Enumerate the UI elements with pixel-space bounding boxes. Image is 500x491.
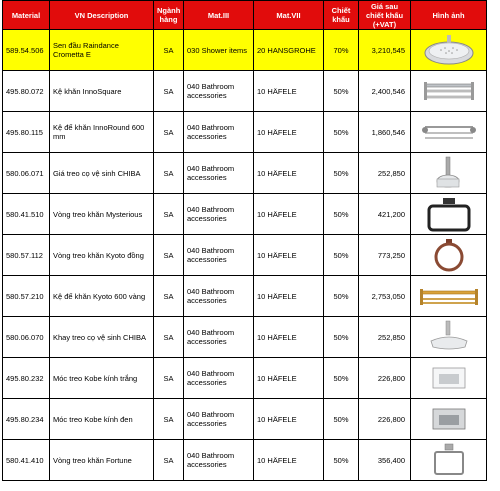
gold-towel-shelf-icon [411, 281, 486, 311]
image-cell [411, 235, 487, 276]
column-header: Ngành hàng [154, 1, 184, 30]
discount-cell: 50% [324, 153, 359, 194]
material-cell: 580.06.071 [3, 153, 50, 194]
white-glass-hook-icon [411, 362, 486, 394]
column-header: Mat.VII [254, 1, 324, 30]
mat3-cell: 040 Bathroom accessories [184, 112, 254, 153]
table-row [3, 440, 487, 481]
shower-head-icon [411, 33, 486, 67]
mat3-cell: 040 Bathroom accessories [184, 153, 254, 194]
round-towel-shelf-icon [411, 117, 486, 147]
towel-shelf-icon [411, 76, 486, 106]
mat7-cell: 10 HÄFELE [254, 440, 324, 481]
image-cell [411, 112, 487, 153]
image-cell [411, 30, 487, 71]
table-row [3, 153, 487, 194]
mat3-cell: 040 Bathroom accessories [184, 276, 254, 317]
material-cell: 589.54.506 [3, 30, 50, 71]
table-row [3, 399, 487, 440]
table-row [3, 30, 487, 71]
column-header: Hình ảnh [411, 1, 487, 30]
discount-cell: 70% [324, 30, 359, 71]
category-cell: SA [154, 112, 184, 153]
column-header: VN Description [50, 1, 154, 30]
price-cell: 2,753,050 [359, 276, 411, 317]
description-cell: Sen đầu Raindance Crometta E [50, 30, 154, 71]
mat7-cell: 10 HÄFELE [254, 112, 324, 153]
image-cell [411, 194, 487, 235]
category-cell: SA [154, 440, 184, 481]
image-cell [411, 399, 487, 440]
discount-cell: 50% [324, 358, 359, 399]
mat7-cell: 10 HÄFELE [254, 317, 324, 358]
fortune-towel-ring-icon [411, 442, 486, 478]
image-cell [411, 276, 487, 317]
column-header: Mat.III [184, 1, 254, 30]
description-cell: Kệ để khăn Kyoto 600 vàng [50, 276, 154, 317]
category-cell: SA [154, 399, 184, 440]
price-cell: 773,250 [359, 235, 411, 276]
mat3-cell: 040 Bathroom accessories [184, 194, 254, 235]
description-cell: Vòng treo khăn Fortune [50, 440, 154, 481]
table-row [3, 276, 487, 317]
price-cell: 252,850 [359, 153, 411, 194]
material-cell: 495.80.072 [3, 71, 50, 112]
material-cell: 495.80.115 [3, 112, 50, 153]
category-cell: SA [154, 235, 184, 276]
price-cell: 226,800 [359, 399, 411, 440]
mat7-cell: 10 HÄFELE [254, 399, 324, 440]
description-cell: Móc treo Kobe kính đen [50, 399, 154, 440]
price-cell: 226,800 [359, 358, 411, 399]
product-table [2, 0, 487, 481]
material-cell: 580.41.410 [3, 440, 50, 481]
category-cell: SA [154, 71, 184, 112]
description-cell: Vòng treo khăn Mysterious [50, 194, 154, 235]
table-row [3, 235, 487, 276]
price-cell: 421,200 [359, 194, 411, 235]
mat3-cell: 040 Bathroom accessories [184, 358, 254, 399]
image-cell [411, 358, 487, 399]
column-header: Chiết khấu [324, 1, 359, 30]
toilet-brush-icon [411, 155, 486, 191]
mat7-cell: 20 HANSGROHE [254, 30, 324, 71]
column-header: Material [3, 1, 50, 30]
mat7-cell: 10 HÄFELE [254, 358, 324, 399]
material-cell: 580.57.112 [3, 235, 50, 276]
image-cell [411, 71, 487, 112]
image-cell [411, 440, 487, 481]
description-cell: Móc treo Kobe kính trắng [50, 358, 154, 399]
square-towel-ring-icon [411, 196, 486, 232]
material-cell: 495.80.232 [3, 358, 50, 399]
price-cell: 3,210,545 [359, 30, 411, 71]
table-row [3, 71, 487, 112]
description-cell: Giá treo cọ vệ sinh CHIBA [50, 153, 154, 194]
price-cell: 356,400 [359, 440, 411, 481]
category-cell: SA [154, 276, 184, 317]
material-cell: 580.06.070 [3, 317, 50, 358]
price-cell: 2,400,546 [359, 71, 411, 112]
discount-cell: 50% [324, 399, 359, 440]
category-cell: SA [154, 194, 184, 235]
mat3-cell: 040 Bathroom accessories [184, 440, 254, 481]
table-row [3, 112, 487, 153]
category-cell: SA [154, 153, 184, 194]
material-cell: 495.80.234 [3, 399, 50, 440]
table-row [3, 194, 487, 235]
discount-cell: 50% [324, 194, 359, 235]
description-cell: Kệ để khăn InnoRound 600 mm [50, 112, 154, 153]
brush-tray-icon [411, 319, 486, 355]
mat7-cell: 10 HÄFELE [254, 235, 324, 276]
mat7-cell: 10 HÄFELE [254, 153, 324, 194]
price-cell: 252,850 [359, 317, 411, 358]
black-glass-hook-icon [411, 403, 486, 435]
discount-cell: 50% [324, 440, 359, 481]
price-cell: 1,860,546 [359, 112, 411, 153]
description-cell: Kệ khăn InnoSquare [50, 71, 154, 112]
category-cell: SA [154, 317, 184, 358]
description-cell: Vòng treo khăn Kyoto đồng [50, 235, 154, 276]
table-row [3, 358, 487, 399]
discount-cell: 50% [324, 71, 359, 112]
material-cell: 580.57.210 [3, 276, 50, 317]
header-row [3, 1, 487, 30]
discount-cell: 50% [324, 317, 359, 358]
mat7-cell: 10 HÄFELE [254, 194, 324, 235]
image-cell [411, 153, 487, 194]
discount-cell: 50% [324, 276, 359, 317]
material-cell: 580.41.510 [3, 194, 50, 235]
mat7-cell: 10 HÄFELE [254, 71, 324, 112]
table-row [3, 317, 487, 358]
image-cell [411, 317, 487, 358]
column-header: Giá sau chiết khấu (+VAT) [359, 1, 411, 30]
description-cell: Khay treo cọ vệ sinh CHIBA [50, 317, 154, 358]
discount-cell: 50% [324, 235, 359, 276]
mat3-cell: 040 Bathroom accessories [184, 235, 254, 276]
discount-cell: 50% [324, 112, 359, 153]
mat3-cell: 040 Bathroom accessories [184, 399, 254, 440]
mat3-cell: 040 Bathroom accessories [184, 317, 254, 358]
mat3-cell: 040 Bathroom accessories [184, 71, 254, 112]
category-cell: SA [154, 30, 184, 71]
bronze-towel-ring-icon [411, 237, 486, 273]
mat3-cell: 030 Shower items [184, 30, 254, 71]
category-cell: SA [154, 358, 184, 399]
mat7-cell: 10 HÄFELE [254, 276, 324, 317]
